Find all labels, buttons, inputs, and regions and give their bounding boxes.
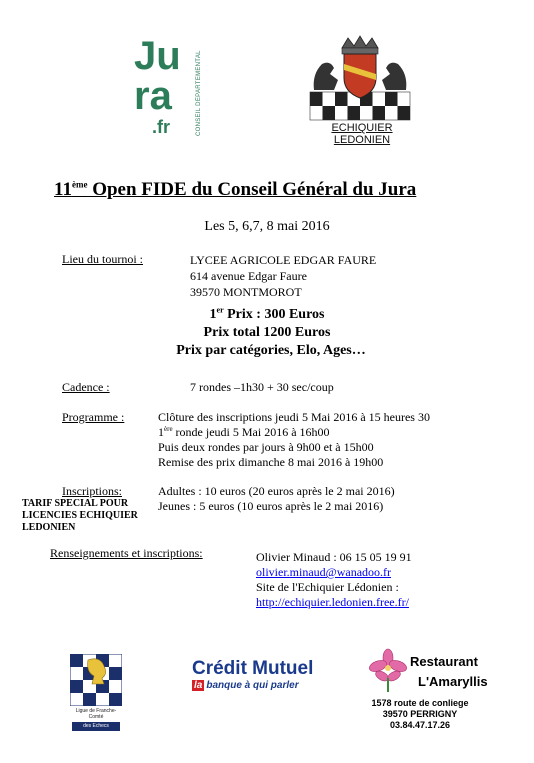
programme-label: Programme : — [62, 410, 125, 424]
programme-details — [158, 410, 430, 470]
venue-line1: LYCEE AGRICOLE EDGAR FAURE — [190, 253, 377, 267]
tournament-dates: Les 5, 6,7, 8 mai 2016 — [204, 219, 330, 234]
venue-details — [190, 252, 376, 300]
title-sup: ème — [71, 179, 88, 190]
amaryllis-address-line2: 39570 PERRIGNY — [382, 709, 458, 719]
page-title — [54, 178, 484, 202]
contact-name-phone: Olivier Minaud : 06 15 05 19 91 — [256, 550, 412, 564]
programme-line2-text: ronde jeudi 5 Mai 2016 à 16h00 — [172, 425, 330, 439]
jura-logo-line2: ra — [134, 74, 172, 118]
jura-logo — [134, 36, 212, 136]
inscriptions-label: Inscriptions: — [62, 484, 122, 498]
contact-email-link[interactable]: olivier.minaud@wanadoo.fr — [256, 565, 392, 579]
venue-label: Lieu du tournoi : — [62, 252, 143, 266]
inscriptions-fees — [158, 484, 395, 514]
prizes-block — [0, 306, 534, 360]
first-prize-prefix: 1 — [209, 307, 217, 322]
jura-logo-line1: Ju — [134, 34, 181, 78]
first-prize-sup: er — [216, 305, 224, 315]
jura-logo-side-text: CONSEIL DÉPARTEMENTAL — [196, 50, 202, 136]
cadence-label: Cadence : — [62, 380, 110, 394]
ligue-sub-caption: des Echecs — [72, 722, 120, 731]
venue-line3: 39570 MONTMOROT — [190, 285, 302, 299]
ligue-caption: Ligue de Franche-Comté — [75, 708, 117, 720]
chess-crest-icon — [304, 34, 416, 122]
category-prizes: Prix par catégories, Elo, Ages… — [176, 343, 366, 358]
adult-fee: Adultes : 10 euros (20 euros après le 2 mai 2016) — [158, 484, 395, 498]
programme-line4: Remise des prix dimanche 8 mai 2016 à 19h00 — [158, 455, 384, 469]
cadence-value: 7 rondes –1h30 + 30 sec/coup — [190, 380, 334, 394]
programme-line2-prefix: 1 — [158, 425, 164, 439]
total-prize: Prix total 1200 Euros — [203, 325, 331, 340]
special-rate-note — [22, 498, 138, 534]
echiquier-ledonien-logo — [304, 34, 416, 146]
club-site-link[interactable]: http://echiquier.ledonien.free.fr/ — [256, 595, 409, 609]
amaryllis-flower-icon — [366, 648, 410, 692]
special-rate-line3: LEDONIEN — [22, 522, 76, 533]
programme-line1: Clôture des inscriptions jeudi 5 Mai 2016 à 15 heures 30 — [158, 410, 430, 424]
credit-mutuel-tag-prefix: la — [194, 680, 203, 691]
chess-lion-icon — [70, 654, 122, 706]
first-prize-text: Prix : 300 Euros — [223, 307, 325, 322]
ligue-franche-comte-logo — [70, 654, 122, 732]
echiquier-logo-caption: ECHIQUIER LEDONIEN — [331, 122, 393, 146]
restaurant-amaryllis-logo — [366, 648, 488, 734]
amaryllis-title-line1: Restaurant — [410, 654, 478, 669]
credit-mutuel-logo — [192, 658, 342, 694]
venue-line2: 614 avenue Edgar Faure — [190, 269, 307, 283]
programme-line2-sup: ère — [164, 425, 173, 433]
youth-fee: Jeunes : 5 euros (10 euros après le 2 mai 2016) — [158, 499, 384, 513]
amaryllis-title-line2: L'Amaryllis — [418, 674, 488, 689]
contact-label: Renseignements et inscriptions: — [50, 546, 203, 560]
contact-site-label: Site de l'Echiquier Lédonien : — [256, 580, 399, 594]
credit-mutuel-tagline — [192, 680, 299, 692]
title-number: 11 — [54, 179, 72, 200]
special-rate-line2: LICENCIES ECHIQUIER — [22, 510, 138, 521]
credit-mutuel-tag-text: banque à qui parler — [206, 680, 299, 691]
first-prize — [0, 306, 534, 324]
credit-mutuel-name: Crédit Mutuel — [192, 658, 314, 679]
programme-line2 — [158, 425, 430, 440]
special-rate-line1: TARIF SPECIAL POUR — [22, 498, 129, 509]
contact-details — [256, 550, 412, 610]
jura-logo-suffix: .fr — [152, 117, 170, 137]
title-text: Open FIDE du Conseil Général du Jura — [87, 179, 417, 200]
amaryllis-phone: 03.84.47.17.26 — [389, 720, 451, 730]
programme-line3: Puis deux rondes par jours à 9h00 et à 15h00 — [158, 440, 374, 454]
amaryllis-address-line1: 1578 route de conliege — [371, 698, 469, 708]
